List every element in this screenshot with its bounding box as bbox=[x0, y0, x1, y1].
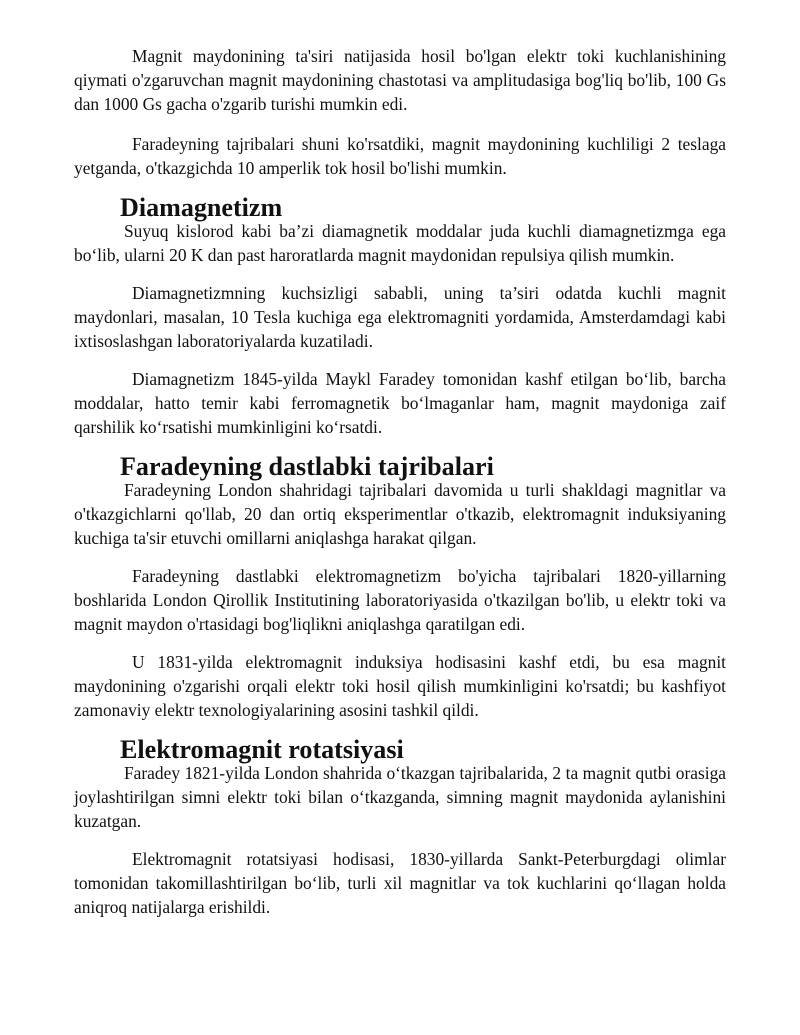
paragraph-diamagnetism-discovery: Diamagnetizm 1845-yilda Maykl Faradey tomonidan kashf etilgan bo‘lib, barcha moddalar, hatto temir kabi ferromagnetik bo‘lmaganlar ham, magnit maydoniga zaif qarshilik ko‘rsatishi mumkinligini ko‘rsatdi. bbox=[74, 369, 726, 437]
heading-rotation: Elektromagnit rotatsiyasi bbox=[120, 735, 404, 764]
paragraph-london-experiments: Faradeyning London shahridagi tajribalari davomida u turli shakldagi magnitlar va o'tkazgichlarni qo'llab, 20 dan ortiq eksperimentlar o'tkazib, elektromagnit induksiyaning kuchiga ta'sir etuvchi omillarni aniqlashga harakat qilgan. bbox=[74, 480, 726, 548]
paragraph-voltage-frequency: Magnit maydonining ta'siri natijasida hosil bo'lgan elektr toki kuchlanishining qiymati o'zgaruvchan magnit maydonining chastotasi va amplitudasiga bog'liq bo'lib, 100 Gs dan 1000 Gs gacha o'zgarib turishi mumkin edi. bbox=[74, 46, 726, 114]
paragraph-liquid-oxygen: Suyuq kislorod kabi ba’zi diamagnetik moddalar juda kuchli diamagnetizmga ega bo‘lib, ularni 20 K dan past haroratlarda magnit maydonidan repulsiya qilish mumkin. bbox=[74, 221, 726, 265]
document-page bbox=[74, 44, 726, 919]
heading-early-experiments: Faradeyning dastlabki tajribalari bbox=[120, 452, 494, 481]
heading-diamagnetizm: Diamagnetizm bbox=[120, 193, 283, 222]
paragraph-1821-rotation: Faradey 1821-yilda London shahrida o‘tkazgan tajribalarida, 2 ta magnit qutbi orasiga joylashtirilgan simni elektr toki bilan o‘tkazganda, simning magnit maydonida aylanishini kuzatgan. bbox=[74, 763, 726, 831]
paragraph-diamagnetism-weakness: Diamagnetizmning kuchsizligi sababli, uning ta’siri odatda kuchli magnit maydonlari, masalan, 10 Tesla kuchiga ega elektromagniti yordamida, Amsterdamdagi kabi ixtisoslashgan laboratoriyalarda kuzatiladi. bbox=[74, 283, 726, 351]
paragraph-faraday-tesla: Faradeyning tajribalari shuni ko'rsatdiki, magnit maydonining kuchliligi 2 teslaga yetganda, o'tkazgichda 10 amperlik tok hosil bo'lishi mumkin. bbox=[74, 134, 726, 178]
paragraph-royal-institution: Faradeyning dastlabki elektromagnetizm bo'yicha tajribalari 1820-yillarning boshlarida London Qirollik Institutining laboratoriyasida o'tkazilgan bo'lib, u elektr toki va magnit maydon o'rtasidagi bog'liqlikni aniqlashga qaratilgan edi. bbox=[74, 566, 726, 634]
paragraph-induction-discovery: U 1831-yilda elektromagnit induksiya hodisasini kashf etdi, bu esa magnit maydonining o'zgarishi orqali elektr toki hosil qilish mumkinligini ko'rsatdi; bu kashfiyot zamonaviy elektr texnologiyalarining asosini tashkil qildi. bbox=[74, 652, 726, 720]
paragraph-rotation-improvement: Elektromagnit rotatsiyasi hodisasi, 1830-yillarda Sankt-Peterburgdagi olimlar tomonidan takomillashtirilgan bo‘lib, turli xil magnitlar va tok kuchlarini qo‘llagan holda aniqroq natijalarga erishildi. bbox=[74, 849, 726, 917]
